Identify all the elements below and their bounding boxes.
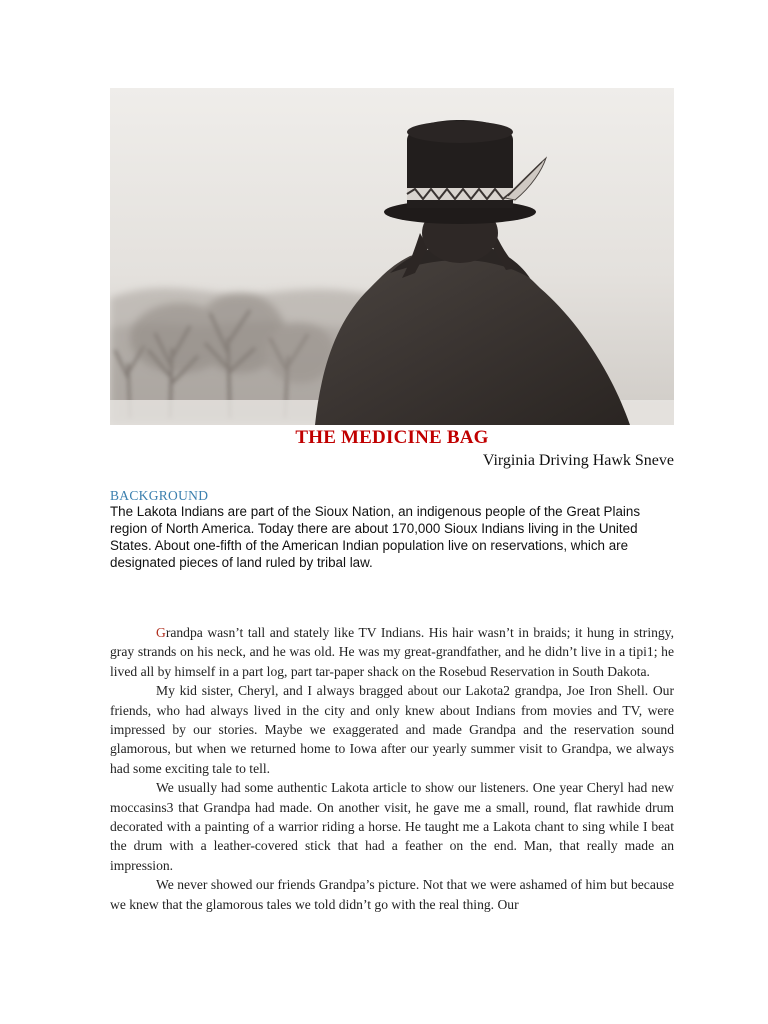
story-paragraph: My kid sister, Cheryl, and I always bragged about our Lakota2 grandpa, Joe Iron Shell. Our friends, who had always lived in the city and only knew about Indians from movies and TV, were impressed by our stories. Maybe we exaggerated and made Grandpa and the reservation sound glamorous, but when we returned home to Iowa after our yearly summer visit to Grandpa, we always had some exciting tale to tell.	[110, 683, 674, 776]
story-paragraph: We never showed our friends Grandpa’s picture. Not that we were ashamed of him but because we knew that the glamorous tales we told didn’t go with the real thing. Our	[110, 877, 674, 912]
background-text: The Lakota Indians are part of the Sioux Nation, an indigenous people of the Great Plains region of North America. Today there are about 170,000 Sioux Indians living in the United States. About one-fifth of the American Indian population live on reservations, which are designated pieces of land ruled by tribal law.	[110, 504, 641, 570]
story-paragraph	[110, 623, 674, 681]
story-title: THE MEDICINE BAG	[295, 427, 489, 448]
story-paragraph: We usually had some authentic Lakota article to show our listeners. One year Cheryl had new moccasins3 that Grandpa had made. On another visit, he gave me a small, round, flat rawhide drum decorated with a painting of a warrior riding a horse. He taught me a Lakota chant to sing while I beat the drum with a leather-covered stick that had a feather on the end. Man, that really made an impression.	[110, 780, 674, 873]
story-paragraph-text: randpa wasn’t tall and stately like TV Indians. His hair wasn’t in braids; it hung in stringy, gray strands on his neck, and he was old. He was my great-grandfather, and he didn’t live in a tipi1; he lived all by himself in a part log, part tar-paper shack on the Rosebud Reservation in South Dakota.	[110, 625, 674, 679]
first-letter: G	[156, 625, 166, 640]
cover-photo	[110, 88, 674, 425]
background-heading: BACKGROUND	[110, 488, 209, 503]
author-name: Virginia Driving Hawk Sneve	[482, 452, 674, 469]
story-body	[110, 623, 674, 914]
